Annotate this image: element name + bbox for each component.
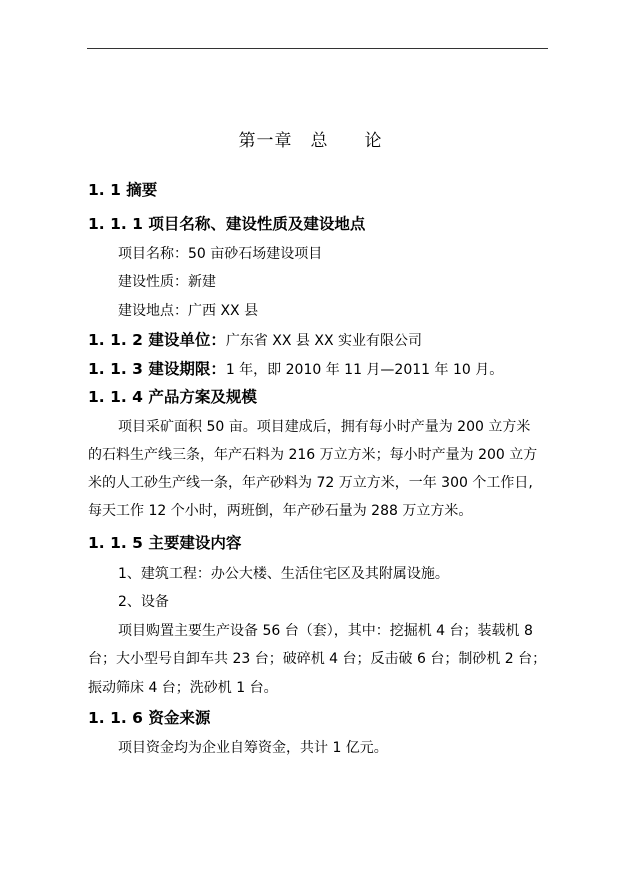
project-name-line: 项目名称：50 亩砂石场建设项目 (118, 246, 323, 262)
equipment-line-1: 项目购置主要生产设备 56 台（套），其中：挖掘机 4 台；装载机 8 (118, 623, 533, 639)
section-heading-1-1-4: 1. 1. 4 产品方案及规模 (88, 388, 257, 406)
section-heading-1-1-2 (88, 328, 422, 350)
construction-unit-label: 1. 1. 2 建设单位： (88, 331, 226, 349)
construction-item-1: 1、建筑工程：办公大楼、生活住宅区及其附属设施。 (118, 566, 449, 582)
construction-period-value: 1 年，即 2010 年 11 月—2011 年 10 月。 (225, 362, 504, 378)
section-heading-1-1-6: 1. 1. 6 资金来源 (88, 709, 211, 727)
construction-location-line: 建设地点：广西 XX 县 (118, 303, 259, 319)
product-line-3: 米的人工砂生产线一条，年产砂料为 72 万立方米，一年 300 个工作日, (88, 475, 533, 491)
section-heading-1-1-3 (88, 357, 503, 379)
construction-unit-value: 广东省 XX 县 XX 实业有限公司 (225, 333, 422, 349)
product-line-4: 每天工作 12 个小时，两班倒，年产砂石量为 288 万立方米。 (88, 503, 473, 519)
section-heading-1-1-5: 1. 1. 5 主要建设内容 (88, 534, 242, 552)
equipment-line-2: 台；大小型号自卸车共 23 台；破碎机 4 台；反击破 6 台；制砂机 2 台； (88, 651, 547, 667)
product-line-2: 的石料生产线三条，年产石料为 216 万立方米；每小时产量为 200 立方 (88, 447, 538, 463)
header-rule (87, 48, 548, 49)
construction-item-2: 2、设备 (118, 594, 169, 610)
section-heading-1-1: 1. 1 摘要 (88, 181, 158, 199)
equipment-line-3: 振动筛床 4 台；洗砂机 1 台。 (88, 680, 278, 696)
product-line-1: 项目采矿面积 50 亩。项目建成后，拥有每小时产量为 200 立方米 (118, 419, 531, 435)
funding-source-text: 项目资金均为企业自筹资金，共计 1 亿元。 (118, 740, 388, 756)
construction-nature-line: 建设性质：新建 (118, 274, 216, 290)
construction-period-label: 1. 1. 3 建设期限： (88, 360, 226, 378)
chapter-title: 第一章 总 论 (238, 131, 383, 151)
section-heading-1-1-1: 1. 1. 1 项目名称、建设性质及建设地点 (88, 215, 366, 233)
